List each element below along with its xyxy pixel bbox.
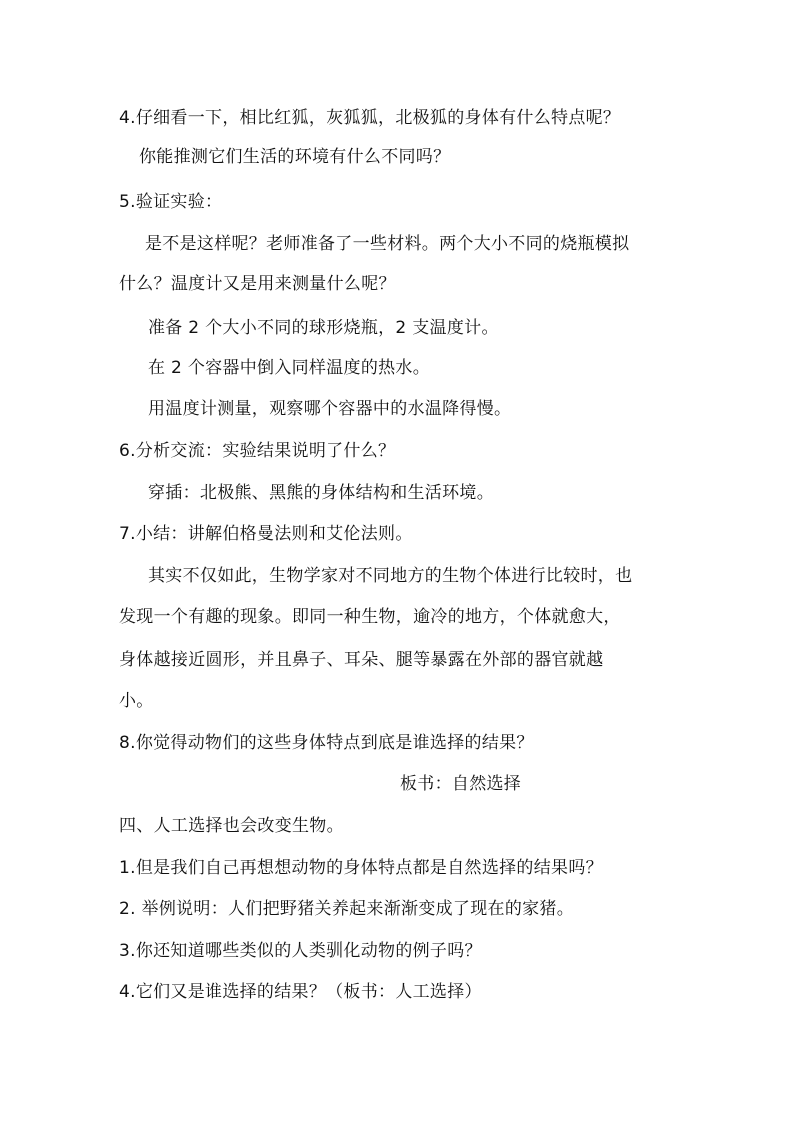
text-line-section-4-heading: 四、人工选择也会改变生物。 bbox=[119, 816, 344, 836]
text-line-step-5-intro: 是不是这样呢？老师准备了一些材料。两个大小不同的烧瓶模拟 bbox=[145, 234, 630, 254]
text-line-step-8-question: 8.你觉得动物们的这些身体特点到底是谁选择的结果？ bbox=[119, 733, 534, 753]
text-line-board-natural-selection: 板书：自然选择 bbox=[400, 774, 522, 794]
text-line-section-4-item-3: 3.你还知道哪些类似的人类驯化动物的例子吗？ bbox=[119, 941, 482, 961]
text-line-step-5-pour: 在 2 个容器中倒入同样温度的热水。 bbox=[148, 358, 431, 378]
text-line-section-4-item-4: 4.它们又是谁选择的结果？（板书：人工选择） bbox=[119, 982, 482, 1002]
text-line-step-4-observe: 4.仔细看一下，相比红狐，灰狐狐，北极狐的身体有什么特点呢？ bbox=[119, 108, 621, 128]
text-line-step-7-heading: 7.小结：讲解伯格曼法则和艾伦法则。 bbox=[119, 524, 413, 544]
text-line-step-5-question: 什么？温度计又是用来测量什么呢？ bbox=[119, 274, 396, 294]
text-line-step-7-para-1: 其实不仅如此，生物学家对不同地方的生物个体进行比较时，也 bbox=[148, 566, 633, 586]
text-line-step-5-heading: 5.验证实验： bbox=[119, 192, 223, 212]
text-line-step-6-interlude: 穿插：北极熊、黑熊的身体结构和生活环境。 bbox=[148, 483, 494, 503]
text-line-step-6-heading: 6.分析交流：实验结果说明了什么？ bbox=[119, 441, 396, 461]
text-line-step-5-prepare: 准备 2 个大小不同的球形烧瓶，2 支温度计。 bbox=[148, 318, 499, 338]
text-line-step-7-para-4: 小。 bbox=[119, 691, 154, 711]
text-line-section-4-item-1: 1.但是我们自己再想想动物的身体特点都是自然选择的结果吗？ bbox=[119, 858, 603, 878]
text-line-step-7-para-2: 发现一个有趣的现象。即同一种生物，逾冷的地方，个体就愈大， bbox=[119, 607, 621, 627]
text-line-step-5-measure: 用温度计测量，观察哪个容器中的水温降得慢。 bbox=[148, 399, 512, 419]
text-line-section-4-item-2: 2. 举例说明：人们把野猪关养起来渐渐变成了现在的家猪。 bbox=[119, 899, 575, 919]
text-line-step-4-infer: 你能推测它们生活的环境有什么不同吗？ bbox=[139, 147, 451, 167]
text-line-step-7-para-3: 身体越接近圆形，并且鼻子、耳朵、腿等暴露在外部的器官就越 bbox=[119, 650, 604, 670]
